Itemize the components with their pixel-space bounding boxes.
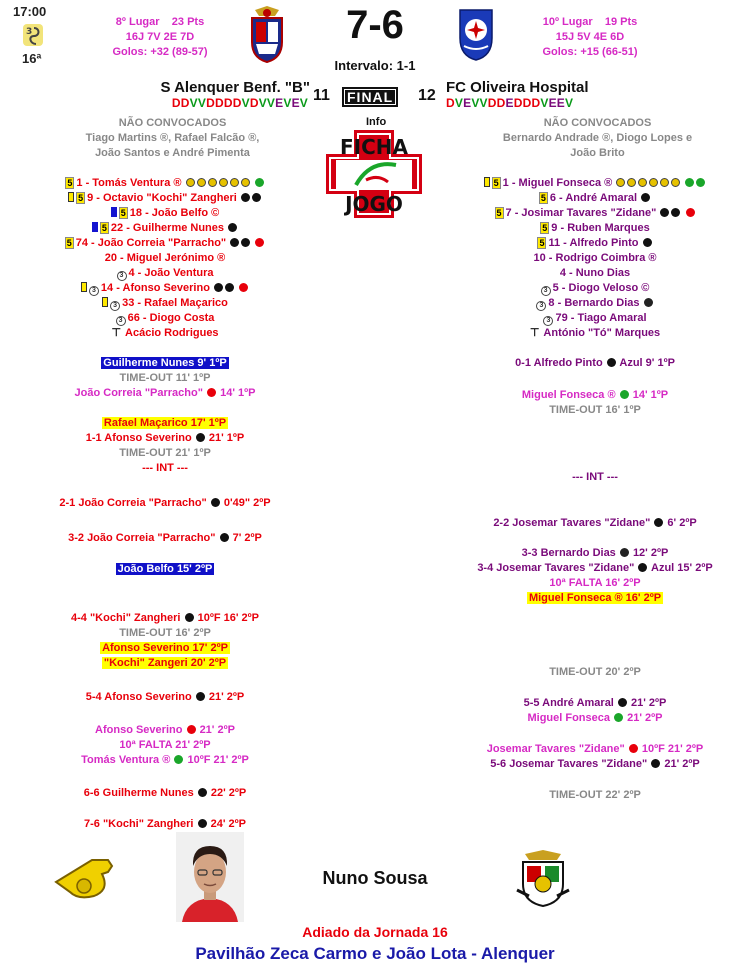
form-result: V	[540, 96, 549, 110]
lineup-row[interactable]: 3 79 - Tiago Amaral	[440, 311, 750, 326]
round-icon	[22, 22, 44, 48]
lineup-row[interactable]: 5 22 - Guilherme Nunes	[20, 221, 310, 236]
event-row[interactable]: TIME-OUT 20' 2ºP	[549, 666, 641, 678]
lineup-row[interactable]: 3 5 - Diogo Veloso ©	[440, 281, 750, 296]
event-row[interactable]: 2-1 João Correia "Parracho" 0'49" 2ºP	[59, 497, 271, 509]
form-result: D	[496, 96, 506, 110]
event-row[interactable]: Afonso Severino 21' 2ºP	[95, 724, 235, 736]
event-row[interactable]: 5-6 Josemar Tavares "Zidane" 21' 2ºP	[490, 758, 700, 770]
event-row[interactable]: 1-1 Afonso Severino 21' 1ºP	[85, 432, 245, 444]
event-row[interactable]: TIME-OUT 16' 1ºP	[549, 404, 641, 416]
event-row[interactable]: TIME-OUT 21' 1ºP	[119, 447, 211, 459]
association-crest-icon	[515, 850, 571, 908]
lineup-row[interactable]: 20 - Miguel Jerónimo ®	[104, 252, 226, 264]
away-team-name[interactable]: FC Oliveira Hospital	[446, 79, 589, 96]
event-row[interactable]: 2-2 Josemar Tavares "Zidane" 6' 2ºP	[493, 517, 697, 529]
referee-avatar	[176, 832, 244, 922]
away-not-called: NÃO CONVOCADOS Bernardo Andrade ®, Diogo Lopes e João Brito	[502, 117, 693, 159]
event-row[interactable]: 10ª FALTA 16' 2ºP	[549, 577, 641, 589]
form-result: V	[299, 96, 308, 110]
event-row[interactable]: 3-2 João Correia "Parracho" 7' 2ºP	[68, 532, 262, 544]
home-fouls: 11	[313, 87, 330, 104]
lineup-row[interactable]: 5 1 - Miguel Fonseca ®	[440, 176, 750, 191]
form-result: D	[522, 96, 532, 110]
form-result: D	[214, 96, 224, 110]
kickoff-time: 17:00	[13, 4, 47, 19]
final-score: 7-6	[346, 3, 404, 47]
away-standing: 10º Lugar 19 Pts 15J 5V 4E 6D Golos: +15 (66-51)	[542, 16, 638, 58]
form-result: V	[454, 96, 464, 110]
lineup-row[interactable]: 5 9 - Octavio "Kochi" Zangheri	[20, 191, 310, 206]
form-result: V	[283, 96, 292, 110]
match-status: FINAL	[342, 87, 398, 107]
lineup-row[interactable]: 5 11 - Alfredo Pinto	[440, 236, 750, 251]
form-result: D	[487, 96, 497, 110]
home-standing: 8º Lugar 23 Pts 16J 7V 2E 7D Golos: +32 (89-57)	[112, 16, 208, 58]
form-result: V	[479, 96, 488, 110]
form-result: D	[249, 96, 259, 110]
lineup-row[interactable]: ⊤ Acácio Rodrigues	[111, 327, 219, 339]
event-row[interactable]: 4-4 "Kochi" Zangheri 10ºF 16' 2ºP	[71, 612, 259, 624]
halftime-score: Intervalo: 1-1	[334, 58, 416, 73]
event-row[interactable]: João Correia "Parracho" 14' 1ºP	[74, 387, 256, 399]
event-row[interactable]: 7-6 "Kochi" Zangheri 24' 2ºP	[84, 818, 246, 830]
event-row[interactable]: 3-4 Josemar Tavares "Zidane" Azul 15' 2ºP	[477, 562, 713, 574]
away-fouls: 12	[418, 87, 436, 104]
event-row[interactable]: Guilherme Nunes 9' 1ºP	[103, 357, 227, 369]
form-result: D	[206, 96, 215, 110]
event-row[interactable]: Miguel Fonseca ® 16' 2ºP	[528, 592, 662, 604]
ficha-label: FICHA	[340, 135, 408, 159]
lineup-row[interactable]: 3 33 - Rafael Maçarico	[20, 296, 310, 311]
event-row[interactable]: Tomás Ventura ® 10ºF 21' 2ºP	[81, 754, 249, 766]
lineup-row[interactable]: ⊤ António "Tó" Marques	[529, 327, 661, 339]
form-result: D	[446, 96, 455, 110]
info-link[interactable]: Info	[366, 116, 387, 128]
event-row[interactable]: Josemar Tavares "Zidane" 10ºF 21' 2ºP	[486, 743, 704, 755]
event-row[interactable]: Miguel Fonseca 21' 2ºP	[527, 712, 663, 724]
form-result: V	[241, 96, 250, 110]
lineup-row[interactable]: 3 4 - João Ventura	[20, 266, 310, 281]
lineup-row[interactable]: 5 7 - Josimar Tavares "Zidane"	[440, 206, 750, 221]
form-result: D	[232, 96, 242, 110]
event-row[interactable]: Miguel Fonseca ® 14' 1ºP	[521, 389, 669, 401]
lineup-row[interactable]: 5 18 - João Belfo ©	[20, 206, 310, 221]
form-result: E	[291, 96, 300, 110]
home-lineup	[20, 176, 310, 341]
form-result: V	[565, 96, 574, 110]
form-result: E	[505, 96, 514, 110]
form-result: V	[266, 96, 276, 110]
form-result: V	[189, 96, 198, 110]
form-result: E	[548, 96, 557, 110]
form-result: D	[223, 96, 233, 110]
lineup-row[interactable]: 3 66 - Diogo Costa	[20, 311, 310, 326]
event-row[interactable]: TIME-OUT 22' 2ºP	[549, 789, 641, 801]
event-row[interactable]: "Kochi" Zangeri 20' 2ºP	[103, 657, 227, 669]
lineup-row[interactable]: 4 - Nuno Dias	[559, 267, 631, 279]
home-team-name[interactable]: S Alenquer Benf. "B"	[160, 79, 310, 96]
event-row[interactable]: 3-3 Bernardo Dias 12' 2ºP	[521, 547, 669, 559]
lineup-row[interactable]: 3 8 - Bernardo Dias	[440, 296, 750, 311]
lineup-row[interactable]: 5 9 - Ruben Marques	[542, 222, 650, 234]
form-result: E	[275, 96, 284, 110]
home-events	[20, 356, 310, 832]
event-row[interactable]: 0-1 Alfredo Pinto Azul 9' 1ºP	[515, 357, 675, 369]
form-sequence	[446, 96, 573, 110]
form-result: D	[531, 96, 541, 110]
svg-text:3: 3	[26, 27, 33, 37]
form-result: V	[471, 96, 480, 110]
event-row[interactable]: TIME-OUT 11' 1ºP	[119, 372, 211, 384]
away-lineup	[440, 176, 750, 341]
round-number: 16ª	[22, 51, 42, 66]
form-sequence	[172, 96, 308, 110]
form-result: E	[463, 96, 472, 110]
whistle-icon	[52, 852, 124, 900]
form-result: D	[180, 96, 190, 110]
event-row[interactable]: Rafael Maçarico 17' 1ºP	[103, 417, 227, 429]
event-row[interactable]: 10ª FALTA 21' 2ºP	[119, 739, 211, 751]
ficha-jogo-logo[interactable]	[326, 130, 422, 218]
home-form	[148, 96, 308, 110]
home-crest-icon[interactable]	[247, 4, 287, 64]
event-row[interactable]: --- INT ---	[142, 462, 188, 474]
venue-name[interactable]: Pavilhão Zeca Carmo e João Lota - Alenquer	[195, 944, 555, 963]
lineup-row[interactable]: 10 - Rodrigo Coimbra ®	[533, 252, 657, 264]
event-row[interactable]: 5-5 André Amaral 21' 2ºP	[523, 697, 667, 709]
lineup-row[interactable]: 3 14 - Afonso Severino	[20, 281, 310, 296]
form-result: E	[556, 96, 565, 110]
lineup-row[interactable]: 5 1 - Tomás Ventura ®	[20, 176, 310, 191]
away-events	[445, 356, 745, 803]
event-row[interactable]: 5-4 Afonso Severino 21' 2ºP	[85, 691, 245, 703]
lineup-row[interactable]: 5 74 - João Correia "Parracho"	[20, 236, 310, 251]
event-row[interactable]: TIME-OUT 16' 2ºP	[119, 627, 211, 639]
postponed-note: Adiado da Jornada 16	[302, 924, 448, 940]
event-row[interactable]: 6-6 Guilherme Nunes 22' 2ºP	[83, 787, 247, 799]
referee-name[interactable]: Nuno Sousa	[322, 868, 428, 888]
event-row[interactable]: --- INT ---	[572, 471, 618, 483]
form-result: D	[171, 96, 181, 110]
event-row[interactable]: João Belfo 15' 2ºP	[117, 563, 213, 575]
event-row[interactable]: Afonso Severino 17' 2ºP	[102, 642, 228, 654]
away-crest-icon[interactable]	[456, 6, 496, 62]
jogo-label: JOGO	[345, 192, 403, 216]
form-result: D	[513, 96, 523, 110]
form-result: V	[197, 96, 207, 110]
away-form	[446, 96, 616, 110]
lineup-row[interactable]: 5 6 - André Amaral	[440, 191, 750, 206]
home-not-called: NÃO CONVOCADOS Tiago Martins ®, Rafael Falcão ®, João Santos e André Pimenta	[85, 117, 260, 159]
form-result: V	[258, 96, 267, 110]
